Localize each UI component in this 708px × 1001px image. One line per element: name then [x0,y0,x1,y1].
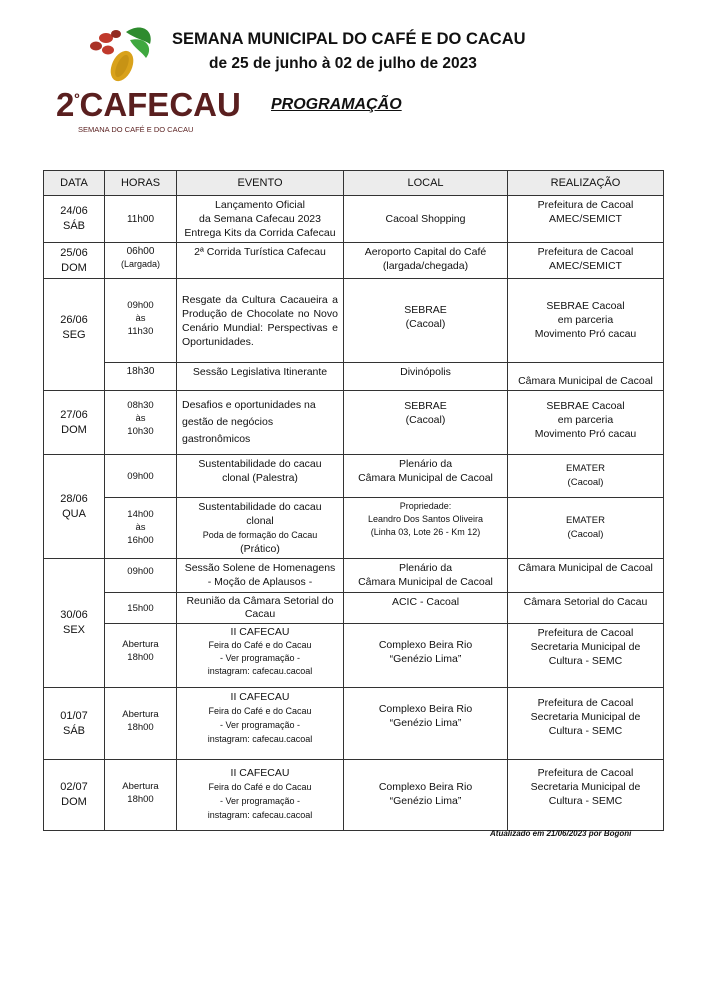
event-cell: II CAFECAU Feira do Café e do Cacau - Ver programação - instagram: cafecau.cacoal [177,624,344,688]
table-row [44,363,664,391]
table-row [44,760,664,831]
event-dates: de 25 de junho à 02 de julho de 2023 [209,55,477,72]
header-realizacao: REALIZAÇÃO [508,171,664,196]
hour-cell: 09h00 [105,455,177,498]
table-row [44,624,664,688]
date-cell: 26/06 SEG [44,279,105,391]
programacao-heading: PROGRAMAÇÃO [271,96,402,113]
hour-cell: 08h30 às 10h30 [105,391,177,455]
event-cell: II CAFECAU Feira do Café e do Cacau - Ver programação - instagram: cafecau.cacoal [177,688,344,760]
organizer-cell: SEBRAE Cacoal em parceria Movimento Pró cacau [508,391,664,455]
header-evento: EVENTO [177,171,344,196]
hour-cell: Abertura 18h00 [105,688,177,760]
organizer-cell: SEBRAE Cacoal em parceria Movimento Pró cacau [508,279,664,363]
event-cell: Sustentabilidade do cacau clonal (Palestra) [177,455,344,498]
location-cell: Complexo Beira Rio “Genézio Lima” [344,688,508,760]
location-cell: Complexo Beira Rio “Genézio Lima” [344,624,508,688]
date-cell: 02/07 DOM [44,760,105,831]
header-horas: HORAS [105,171,177,196]
table-row [44,455,664,498]
event-cell: Sustentabilidade do cacau clonal Poda de formação do Cacau (Prático) [177,498,344,559]
event-cell: Resgate da Cultura Cacaueira a Produção de Chocolate no Novo Cenário Mundial: Perspectivas e Oportunidades. [177,279,344,363]
location-cell: Divinópolis [344,363,508,391]
table-row [44,593,664,624]
organizer-cell: Câmara Setorial do Cacau [508,593,664,624]
date-cell: 25/06 DOM [44,243,105,279]
table-row [44,243,664,279]
organizer-cell: EMATER (Cacoal) [508,455,664,498]
logo-brand: $2^ºCAFECAU$ [56,86,241,123]
hour-cell: 06h00 (Largada) [105,243,177,279]
date-cell: 28/06 QUA [44,455,105,559]
table-row [44,196,664,243]
hour-cell: Abertura 18h00 [105,624,177,688]
organizer-cell: Prefeitura de Cacoal Secretaria Municipal de Cultura - SEMC [508,688,664,760]
table-row [44,559,664,593]
date-cell: 01/07 SÁB [44,688,105,760]
organizer-cell: Câmara Municipal de Cacoal [508,363,664,391]
organizer-cell: EMATER (Cacoal) [508,498,664,559]
update-note: Atualizado em 21/06/2023 por Bogoni [490,829,632,838]
hour-cell: 18h30 [105,363,177,391]
page-title: SEMANA MUNICIPAL DO CAFÉ E DO CACAU [172,30,526,48]
location-cell: Cacoal Shopping [344,196,508,243]
hour-cell: 09h00 [105,559,177,593]
hour-cell: 14h00 às 16h00 [105,498,177,559]
event-cell: Reunião da Câmara Setorial do Cacau [177,593,344,624]
schedule-table [43,170,664,831]
table-row [44,688,664,760]
location-cell: Plenário da Câmara Municipal de Cacoal [344,559,508,593]
event-cell: Desafios e oportunidades na gestão de negócios gastronômicos [177,391,344,455]
cacao-coffee-logo-icon [86,22,176,90]
logo-subtitle: SEMANA DO CAFÉ E DO CACAU [78,125,194,134]
location-cell: ACIC - Cacoal [344,593,508,624]
organizer-cell: Prefeitura de Cacoal AMEC/SEMICT [508,243,664,279]
event-cell: Lançamento Oficial da Semana Cafecau 2023 Entrega Kits da Corrida Cafecau [177,196,344,243]
location-cell: Propriedade: Leandro Dos Santos Oliveira (Linha 03, Lote 26 - Km 12) [344,498,508,559]
event-cell: 2ª Corrida Turística Cafecau [177,243,344,279]
organizer-cell: Prefeitura de Cacoal Secretaria Municipal de Cultura - SEMC [508,624,664,688]
hour-cell: 11h00 [105,196,177,243]
hour-cell: 09h00 às 11h30 [105,279,177,363]
table-header-row [44,171,664,196]
hour-cell: Abertura 18h00 [105,760,177,831]
date-cell: 27/06 DOM [44,391,105,455]
location-cell: SEBRAE (Cacoal) [344,279,508,363]
hour-cell: 15h00 [105,593,177,624]
event-cell: Sessão Solene de Homenagens - Moção de Aplausos - [177,559,344,593]
location-cell: SEBRAE (Cacoal) [344,391,508,455]
organizer-cell: Câmara Municipal de Cacoal [508,559,664,593]
date-cell: 30/06 SEX [44,559,105,688]
header-data: DATA [44,171,105,196]
location-cell: Plenário da Câmara Municipal de Cacoal [344,455,508,498]
table-row [44,279,664,363]
event-cell: II CAFECAU Feira do Café e do Cacau - Ver programação - instagram: cafecau.cacoal [177,760,344,831]
table-row [44,391,664,455]
organizer-cell: Prefeitura de Cacoal Secretaria Municipal de Cultura - SEMC [508,760,664,831]
location-cell: Aeroporto Capital do Café (largada/chegada) [344,243,508,279]
location-cell: Complexo Beira Rio “Genézio Lima” [344,760,508,831]
event-cell: Sessão Legislativa Itinerante [177,363,344,391]
date-cell: 24/06 SÁB [44,196,105,243]
header-local: LOCAL [344,171,508,196]
table-row [44,498,664,559]
organizer-cell: Prefeitura de Cacoal AMEC/SEMICT [508,196,664,243]
